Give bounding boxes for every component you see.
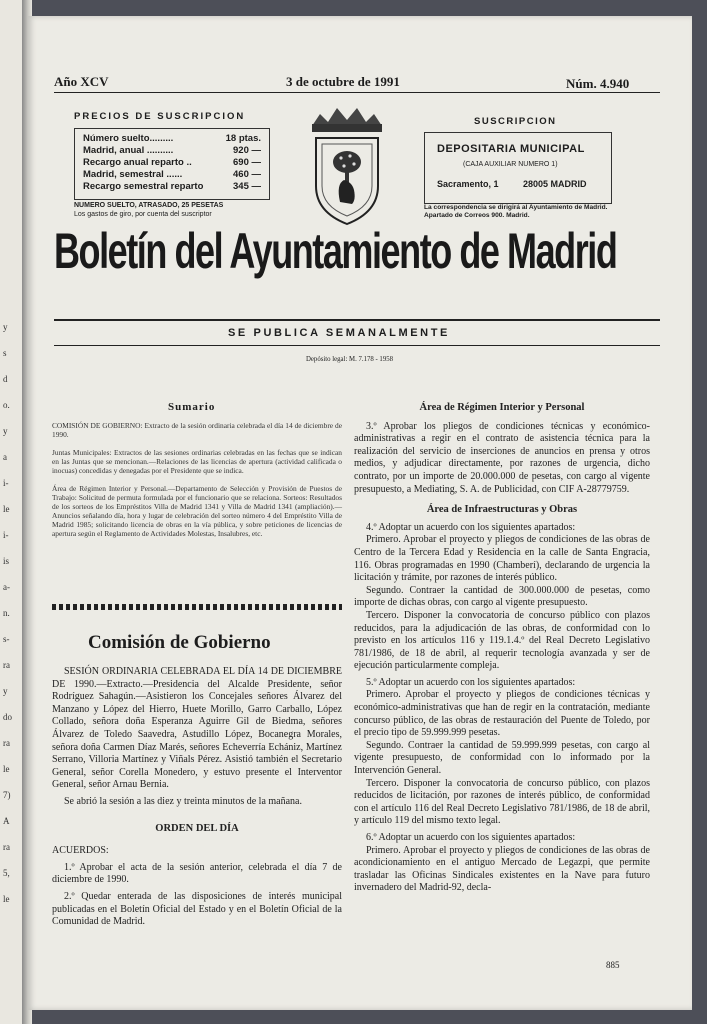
margin-fragment: y bbox=[3, 426, 8, 436]
madrid-coat-of-arms-icon bbox=[304, 104, 390, 228]
masthead-rule-top bbox=[54, 319, 660, 321]
prices-note-1: NUMERO SUELTO, ATRASADO, 25 PESETAS bbox=[74, 202, 224, 209]
margin-fragment: ra bbox=[3, 660, 10, 670]
legal-deposit: Depósito legal: M. 7.178 - 1958 bbox=[306, 356, 394, 363]
margin-fragment: o. bbox=[3, 400, 10, 410]
agreement-item: 3.º Aprobar los pliegos de condiciones técnicas y económico-administrativas a regir en el contrato de asistencia técnica para la realización del servicio de inserciones de anuncios en prensa y otros medios, y adjudicar directamente, por razones de urgencia, dicho contrato, por un importe de 20.000.000 de pesetas, con cargo al vigente presupuesto, a Mediating, S. A. de Publicidad, con CIF A-28779759. bbox=[354, 420, 650, 495]
margin-fragment: A bbox=[3, 816, 10, 826]
prices-note-2: Los gastos de giro, por cuenta del suscriptor bbox=[74, 211, 212, 218]
price-label: Recargo semestral reparto bbox=[83, 181, 204, 192]
price-row bbox=[83, 157, 261, 169]
margin-fragment: y bbox=[3, 686, 8, 696]
margin-fragment: i- bbox=[3, 478, 9, 488]
subscription-office: DEPOSITARIA MUNICIPAL bbox=[437, 143, 585, 155]
page-number: 885 bbox=[606, 960, 620, 970]
margin-fragment: y bbox=[3, 322, 8, 332]
masthead-title: Boletín del Ayuntamiento de Madrid bbox=[54, 223, 617, 279]
agreement-subitem: Tercero. Disponer la convocatoria de concurso público con plazos reducidos, para la adjudicación de las obras, de conformidad con lo previsto en los artículos 116 y 119.1.4.º del Real Decreto Legislativo 781/1986, de 18 de abril, al requerir tecnología avanzada y ser de ejecución particularmente compleja. bbox=[354, 609, 650, 672]
margin-fragment: i- bbox=[3, 530, 9, 540]
margin-fragment: s bbox=[3, 348, 7, 358]
margin-fragment: ra bbox=[3, 842, 10, 852]
agreement-item: 5.º Adoptar un acuerdo con los siguientes apartados: bbox=[366, 676, 576, 688]
left-article-body bbox=[52, 666, 342, 929]
price-row bbox=[83, 145, 261, 157]
margin-fragment: do bbox=[3, 712, 12, 722]
masthead-rule-bottom bbox=[54, 345, 660, 346]
agreement-item: 6.º Adoptar un acuerdo con los siguientes apartados: bbox=[366, 832, 576, 843]
price-value: 920 — bbox=[233, 145, 261, 156]
summary-block bbox=[52, 421, 342, 538]
agreement-item: 4.º Adoptar un acuerdo con los siguientes apartados: bbox=[366, 521, 576, 533]
header-rule bbox=[54, 92, 660, 93]
summary-paragraph: Juntas Municipales: Extractos de las sesiones ordinarias celebradas en las fechas que se indican en las Juntas que se mencionan.—Relaciones de las licencias de apertura (actividad calificada o inocuas) concedidas y denegadas por el Presidente que se indica. bbox=[52, 448, 342, 475]
agreement-subitem: Tercero. Disponer la convocatoria de concurso público, con plazos reducidos de licitación, por razones de interés público, de conformidad con el artículo 116 del Real Decreto Legislativo 781/1986, de 18 de abril, y artículo 119 del mismo texto legal. bbox=[354, 777, 650, 827]
price-value: 460 — bbox=[233, 169, 261, 180]
agreement-subitem: Segundo. Contraer la cantidad de 300.000.000 de pesetas, como importe de dichas obras, con cargo al vigente presupuesto. bbox=[354, 584, 650, 609]
order-of-day-title: ORDEN DEL DÍA bbox=[155, 822, 239, 834]
dashed-separator bbox=[52, 604, 342, 610]
issue-number: Núm. 4.940 bbox=[566, 76, 630, 91]
margin-fragment: n. bbox=[3, 608, 10, 618]
subscription-box bbox=[424, 132, 612, 204]
margin-fragment: s- bbox=[3, 634, 10, 644]
margin-fragment: le bbox=[3, 764, 10, 774]
agreements-label: ACUERDOS: bbox=[52, 845, 109, 857]
subscription-note: La correspondencia se dirigirá al Ayuntamiento de Madrid. Apartado de Correos 900. Madrid. bbox=[424, 204, 608, 219]
article-intro: SESIÓN ORDINARIA CELEBRADA EL DÍA 14 DE DICIEMBRE DE 1990.—Extracto.—Presidencia del Alcalde Presidente, señor Rodríguez Sahagún.—Asistieron los Concejales señores Álvarez del Manzano y López del Hierro, Huete Morillo, Garro Carballo, López Collado, señora doña Esperanza Aguirre Gil de Biedma, señores Álvarez de Toledo Saavedra, Astudillo López, Bocanegra Morales, señora doña Carmen Díaz Marés, señores Echeverría Echániz, Martínez Serrano, Villoria Martínez y Viñals Pérez. Asistió también el Secretario General, señor Corella Monedero, y estuvo presente el Interventor General, señor Arnau Bernia. bbox=[52, 666, 342, 791]
volume-year: Año XCV bbox=[54, 74, 109, 89]
area-title: Área de Infraestructuras y Obras bbox=[426, 504, 578, 516]
price-value: 345 — bbox=[233, 181, 261, 192]
prices-table bbox=[74, 128, 270, 200]
summary-paragraph: COMISIÓN DE GOBIERNO: Extracto de la sesión ordinaria celebrada el día 14 de diciembre de 1990. bbox=[52, 421, 342, 439]
agreement-subitem: Primero. Aprobar el proyecto y pliegos de condiciones de las obras de acondicionamiento en el antiguo Mercado de Legazpi, que permite trasladar las Oficinas Sindicales existentes en la Nave para futuro invernadero del Madrid-92, decla- bbox=[354, 844, 650, 894]
price-value: 690 — bbox=[233, 157, 261, 168]
summary-title: Sumario bbox=[168, 401, 216, 413]
price-label: Número suelto......... bbox=[83, 133, 174, 144]
subscription-city: 28005 MADRID bbox=[523, 179, 587, 189]
price-row bbox=[83, 169, 261, 181]
price-label: Recargo anual reparto .. bbox=[83, 157, 192, 168]
article-opening: Se abrió la sesión a las diez y treinta minutos de la mañana. bbox=[64, 795, 302, 807]
margin-fragment: ra bbox=[3, 738, 10, 748]
margin-fragment: a bbox=[3, 452, 7, 462]
margin-fragment: 5, bbox=[3, 868, 10, 878]
summary-paragraph: Área de Régimen Interior y Personal.—Departamento de Selección y Provisión de Puestos de Trabajo: Solicitud de permuta formulada por el funcionario que se relaciona. Sorteos: Resultados de los sorteos de los Empréstitos Villa de Madrid 1341 y Villa de Madrid 1341 (ampliación).—Anuncios señalando día, hora y lugar de celebración del sorteo número 4 del Empréstito Villa de Madrid 1985; solicitando licencia de obras en la vía pública, y sobre peticiones de licencias de apertura según el Reglamento de Actividades Molestas, Insalubres, etc. bbox=[52, 484, 342, 538]
agreement-item: 2.º Quedar enterada de las disposiciones de interés municipal publicadas en el Boletín Oficial del Estado y en el Boletín Oficial de la Comunidad de Madrid. bbox=[52, 890, 342, 928]
masthead-subtitle: SE PUBLICA SEMANALMENTE bbox=[228, 327, 450, 339]
document-page bbox=[28, 16, 692, 1010]
agreement-subitem: Segundo. Contraer la cantidad de 59.999.999 pesetas, con cargo al vigente presupuesto, de conformidad con lo informado por la Intervención General. bbox=[354, 739, 650, 777]
subscription-sub: (CAJA AUXILIAR NUMERO 1) bbox=[463, 161, 558, 168]
article-title: Comisión de Gobierno bbox=[88, 632, 271, 653]
margin-fragment: le bbox=[3, 894, 10, 904]
right-article-body bbox=[354, 402, 650, 895]
prices-title: PRECIOS DE SUSCRIPCION bbox=[74, 111, 246, 122]
agreement-subitem: Primero. Aprobar el proyecto y pliegos de condiciones de las obras de Centro de la Tercera Edad y Residencia en la calle de Santa Engracia, 116. Obras programadas en 1990 (Chamberí), declarando de urgencia la licitación y trámite, por razones de interés público. bbox=[354, 534, 650, 584]
margin-fragment: a- bbox=[3, 582, 10, 592]
price-value: 18 ptas. bbox=[225, 133, 261, 144]
subscription-address: Sacramento, 1 bbox=[437, 179, 499, 189]
issue-date: 3 de octubre de 1991 bbox=[286, 74, 400, 89]
price-label: Madrid, semestral ...... bbox=[83, 169, 183, 180]
price-row bbox=[83, 133, 261, 145]
margin-fragment: 7) bbox=[3, 790, 11, 800]
price-row bbox=[83, 181, 261, 193]
margin-fragment: le bbox=[3, 504, 10, 514]
area-title: Área de Régimen Interior y Personal bbox=[419, 402, 585, 413]
margin-fragment: d bbox=[3, 374, 8, 384]
agreement-item: 1.º Aprobar el acta de la sesión anterior, celebrada el día 7 de diciembre de 1990. bbox=[52, 861, 342, 886]
price-label: Madrid, anual .......... bbox=[83, 145, 174, 156]
margin-fragment: is bbox=[3, 556, 10, 566]
subscription-title: SUSCRIPCION bbox=[474, 116, 557, 127]
agreement-subitem: Primero. Aprobar el proyecto y pliegos de condiciones técnicas y económico-administrativas que han de regir en la contratación, mediante concurso público, de las obras de restauración del Puente de Toledo, por el precio tipo de 59.999.999 pesetas. bbox=[354, 689, 650, 739]
